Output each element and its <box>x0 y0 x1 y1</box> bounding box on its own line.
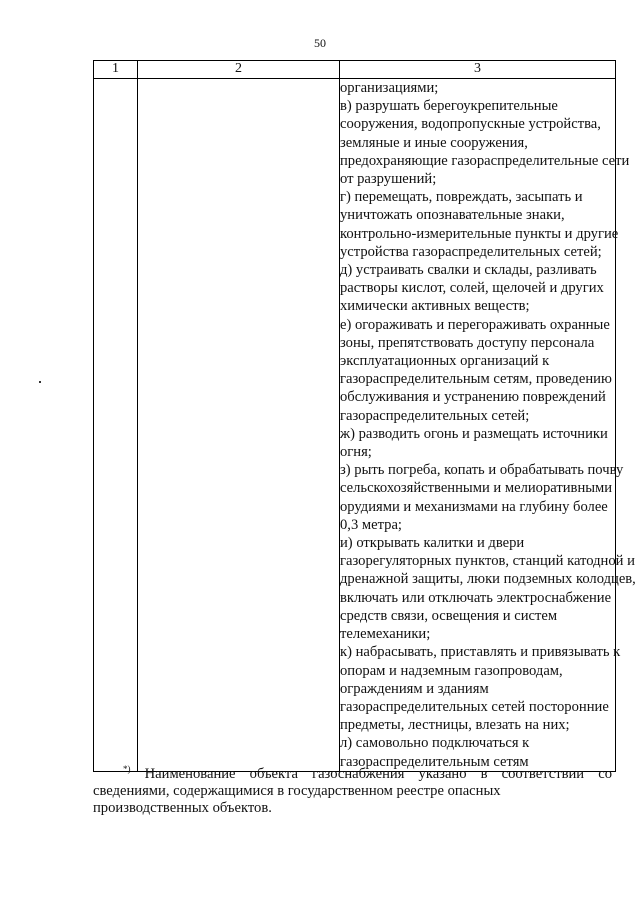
text-line: организациями; <box>340 80 439 96</box>
text-line: эксплуатационных организаций к <box>340 353 550 370</box>
text-line: дренажной защиты, люки подземных колодцев, <box>340 571 636 588</box>
text-line: огня; <box>340 444 372 461</box>
text-line: земляные и иные сооружения, <box>340 134 528 151</box>
text-line: орудиями и механизмами на глубину более <box>340 498 608 515</box>
header-col-1: 1 <box>94 61 138 79</box>
text-line: г) перемещать, повреждать, засыпать и <box>340 189 583 206</box>
text-line: 0,3 метра; <box>340 516 402 533</box>
text-line: растворы кислот, солей, щелочей и других <box>340 280 604 297</box>
text-line: уничтожать опознавательные знаки, <box>340 207 565 224</box>
text-line: предметы, лестницы, влезать на них; <box>340 717 570 734</box>
text-line: предохраняющие газораспределительные сети <box>340 152 630 169</box>
text-line: от разрушений; <box>340 171 437 188</box>
text-line: устройства газораспределительных сетей; <box>340 243 602 260</box>
text-line: е) огораживать и перегораживать охранные <box>340 316 610 333</box>
text-line: к) набрасывать, приставлять и привязывать к <box>340 644 621 661</box>
text-line: обслуживания и устранению повреждений <box>340 389 606 406</box>
footnote <box>93 766 612 817</box>
footnote-text: Наименование объекта газоснабжения указано в соответствии со сведениями, содержащимися в государственном реестре опасных <box>93 766 612 799</box>
footnote-mark: *) <box>123 764 131 775</box>
scan-speck <box>39 381 41 383</box>
text-line: газораспределительных сетей посторонние <box>340 698 609 715</box>
text-line: в) разрушать берегоукрепительные <box>340 98 558 115</box>
text-line: газорегуляторных пунктов, станций катодной и <box>340 553 635 570</box>
text-line: опорам и надземным газопроводам, <box>340 662 563 679</box>
text-line: ж) разводить огонь и размещать источники <box>340 425 608 442</box>
text-line: включать или отключать электроснабжение <box>340 589 612 606</box>
prohibitions-text <box>340 79 636 771</box>
footnote-text-last-line: производственных объектов. <box>93 800 272 816</box>
text-line: з) рыть погреба, копать и обрабатывать почву <box>340 462 624 479</box>
text-line: контрольно-измерительные пункты и другие <box>340 225 619 242</box>
footnote-paragraph <box>93 766 612 800</box>
cell-col-3-prohibitions <box>340 79 636 772</box>
header-col-2: 2 <box>138 61 340 79</box>
table-header-row <box>94 61 616 79</box>
text-line: телемеханики; <box>340 626 431 643</box>
text-line: д) устраивать свалки и склады, разливать <box>340 262 597 279</box>
text-line: ограждениям и зданиям <box>340 680 489 697</box>
document-table <box>93 60 636 775</box>
text-line: газораспределительным сетям <box>340 753 529 770</box>
header-col-3: 3 <box>340 61 616 79</box>
text-line: химически активных веществ; <box>340 298 530 315</box>
text-line: и) открывать калитки и двери <box>340 535 525 552</box>
text-line: газораспределительным сетям, проведению <box>340 371 612 388</box>
table-row <box>94 79 616 772</box>
text-line: зоны, препятствовать доступу персонала <box>340 334 595 351</box>
text-line: газораспределительных сетей; <box>340 407 530 424</box>
text-line: сельскохозяйственными и мелиоративными <box>340 480 613 497</box>
cell-col-2 <box>138 79 340 772</box>
text-line: средств связи, освещения и систем <box>340 607 558 624</box>
page-number: 50 <box>314 36 326 50</box>
cell-col-1 <box>94 79 138 775</box>
text-line: л) самовольно подключаться к <box>340 735 530 752</box>
text-line: сооружения, водопропускные устройства, <box>340 116 601 133</box>
